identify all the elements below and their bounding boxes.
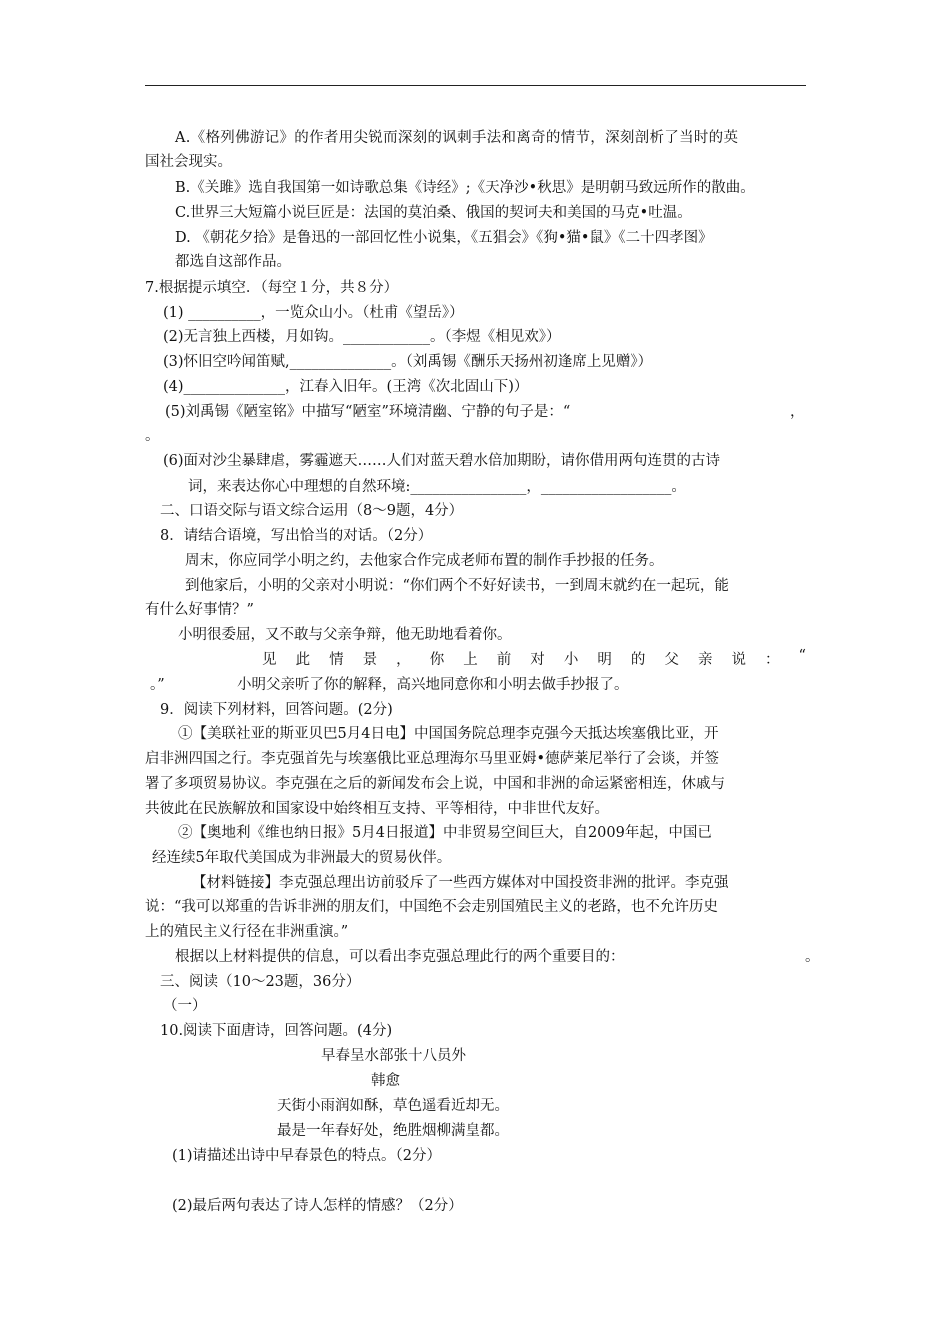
q8-char: 情 bbox=[329, 652, 344, 668]
q9-material-1-line1: ①【美联社亚的斯亚贝巴5月4日电】中国国务院总理李克强今天抵达埃塞俄比亚，开 bbox=[178, 726, 719, 742]
poem-line-1: 天街小雨润如酥，草色遥看近却无。 bbox=[277, 1098, 509, 1114]
option-a-line2: 国社会现实。 bbox=[145, 154, 232, 170]
q9-question-end: 。 bbox=[805, 949, 820, 965]
q8-title: 8．请结合语境，写出恰当的对话。（2分） bbox=[160, 528, 433, 544]
option-d-line2: 都选自这部作品。 bbox=[175, 254, 291, 270]
q8-char: 此 bbox=[295, 652, 311, 668]
q8-char: 对 bbox=[530, 652, 545, 668]
q9-material-1-line3: 署了多项贸易协议。李克强在之后的新闻发布会上说，中国和非洲的命运紧密相连，休戚与 bbox=[145, 776, 725, 792]
q9-link-line2: 说：“我可以郑重的告诉非洲的朋友们，中国绝不会走别国殖民主义的老路，也不允许历史 bbox=[145, 899, 718, 915]
q9-material-2-line2: 经连续5年取代美国成为非洲最大的贸易伙伴。 bbox=[152, 850, 452, 866]
part-1-heading: （一） bbox=[163, 998, 207, 1014]
q8-char: 明 bbox=[597, 652, 612, 668]
section2-title: 二、口语交际与语文综合运用（8～9题，4分） bbox=[160, 503, 464, 519]
q7-title: 7.根据提示填空．（每空１分，共８分） bbox=[145, 280, 399, 296]
q8-char: 小 bbox=[563, 652, 579, 668]
header-rule bbox=[145, 85, 806, 86]
q7-item-5-end: 。 bbox=[145, 428, 160, 444]
q9-question: 根据以上材料提供的信息，可以看出李克强总理此行的两个重要目的： bbox=[175, 949, 625, 965]
q8-char: 景 bbox=[362, 652, 378, 668]
q8-paragraph-2-line1: 到他家后，小明的父亲对小明说：“你们两个不好好读书，一到周末就约在一起玩，能 bbox=[185, 578, 729, 594]
q7-item-4: (4)______________，江春入旧年。(王湾《次北固山下)） bbox=[163, 379, 529, 395]
option-c: C.世界三大短篇小说巨匠是：法国的莫泊桑、俄国的契诃夫和美国的马克•吐温。 bbox=[175, 205, 692, 221]
option-a-line1: A.《格列佛游记》的作者用尖锐而深刻的讽刺手法和离奇的情节，深刻剖析了当时的英 bbox=[175, 130, 739, 146]
q7-item-3: (3)怀旧空吟闻笛赋,______________。（刘禹锡《酬乐天扬州初逢席上见赠》） bbox=[163, 354, 653, 370]
q8-char: 亲 bbox=[697, 652, 713, 668]
q8-paragraph-1: 周末，你应同学小明之约，去他家合作完成老师布置的制作手抄报的任务。 bbox=[185, 553, 664, 569]
q8-paragraph-2-line2: 有什么好事情？” bbox=[145, 602, 254, 618]
q8-char: “ bbox=[798, 648, 806, 664]
q9-material-1-line2: 启非洲四国之行。李克强首先与埃塞俄比亚总理海尔马里亚姆•德萨莱尼举行了会谈，并签 bbox=[145, 751, 720, 767]
q9-title: 9．阅读下列材料，回答问题。(2分) bbox=[160, 702, 393, 718]
q9-link-line1: 【材料链接】李克强总理出访前驳斥了一些西方媒体对中国投资非洲的批评。李克强 bbox=[192, 875, 729, 891]
q8-char: 的 bbox=[630, 652, 646, 668]
q8-paragraph-4-end: 。” bbox=[150, 677, 165, 693]
q7-item-5-comma: ， bbox=[790, 404, 805, 420]
q8-char: 前 bbox=[496, 652, 512, 668]
q9-link-line3: 上的殖民主义行径在非洲重演。” bbox=[145, 924, 349, 940]
option-d-line1: D. 《朝花夕拾》是鲁迅的一部回忆性小说集，《五猖会》《狗•猫•鼠》《二十四孝图》 bbox=[175, 230, 713, 246]
q8-char: 见 bbox=[262, 652, 277, 668]
poem-title: 早春呈水部张十八员外 bbox=[321, 1048, 466, 1064]
q10-title: 10.阅读下面唐诗，回答问题。(4分) bbox=[160, 1023, 393, 1039]
q8-char: 说 bbox=[731, 652, 746, 668]
q9-material-1-line4: 共彼此在民族解放和国家设中始终相互支持、平等相待，中非世代友好。 bbox=[145, 801, 609, 817]
q8-paragraph-4-line1 bbox=[145, 648, 806, 669]
q10-sub-2: (2)最后两句表达了诗人怎样的情感？（2分） bbox=[172, 1198, 463, 1214]
q8-char: 父 bbox=[664, 652, 679, 668]
q9-material-2-line1: ②【奥地利《维也纳日报》5月4日报道】中非贸易空间巨大，自2009年起，中国已 bbox=[178, 825, 712, 841]
poem-author: 韩愈 bbox=[371, 1073, 400, 1089]
q7-item-5: (5)刘禹锡《陋室铭》中描写“陋室”环境清幽、宁静的句子是：“ bbox=[165, 404, 571, 420]
q8-char: 你 bbox=[429, 652, 445, 668]
section3-title: 三、阅读（10～23题，36分） bbox=[160, 974, 361, 990]
q8-paragraph-4-rest: 小明父亲听了你的解释，高兴地同意你和小明去做手抄报了。 bbox=[237, 677, 629, 693]
q8-char: ， bbox=[396, 652, 411, 668]
q10-sub-1: (1)请描述出诗中早春景色的特点。（2分） bbox=[172, 1148, 442, 1164]
q7-item-6-line2: 词，来表达你心中理想的自然环境:________________，__________________。 bbox=[188, 479, 686, 495]
q8-paragraph-3: 小明很委屈，又不敢与父亲争辩，他无助地看着你。 bbox=[178, 627, 512, 643]
q7-item-6-line1: (6)面对沙尘暴肆虐，雾霾遮天……人们对蓝天碧水倍加期盼，请你借用两句连贯的古诗 bbox=[163, 453, 721, 469]
q8-char: ： bbox=[765, 652, 780, 668]
q7-item-2: (2)无言独上西楼，月如钩。____________。（李煜《相见欢》） bbox=[163, 329, 561, 345]
q7-item-1: (1) __________，一览众山小。（杜甫《望岳》） bbox=[163, 305, 464, 321]
option-b: B.《关雎》选自我国第一如诗歌总集《诗经》;《天净沙•秋思》是明朝马致远所作的散曲。 bbox=[175, 180, 755, 196]
q8-char: 上 bbox=[463, 652, 478, 668]
poem-line-2: 最是一年春好处，绝胜烟柳满皇都。 bbox=[277, 1123, 509, 1139]
